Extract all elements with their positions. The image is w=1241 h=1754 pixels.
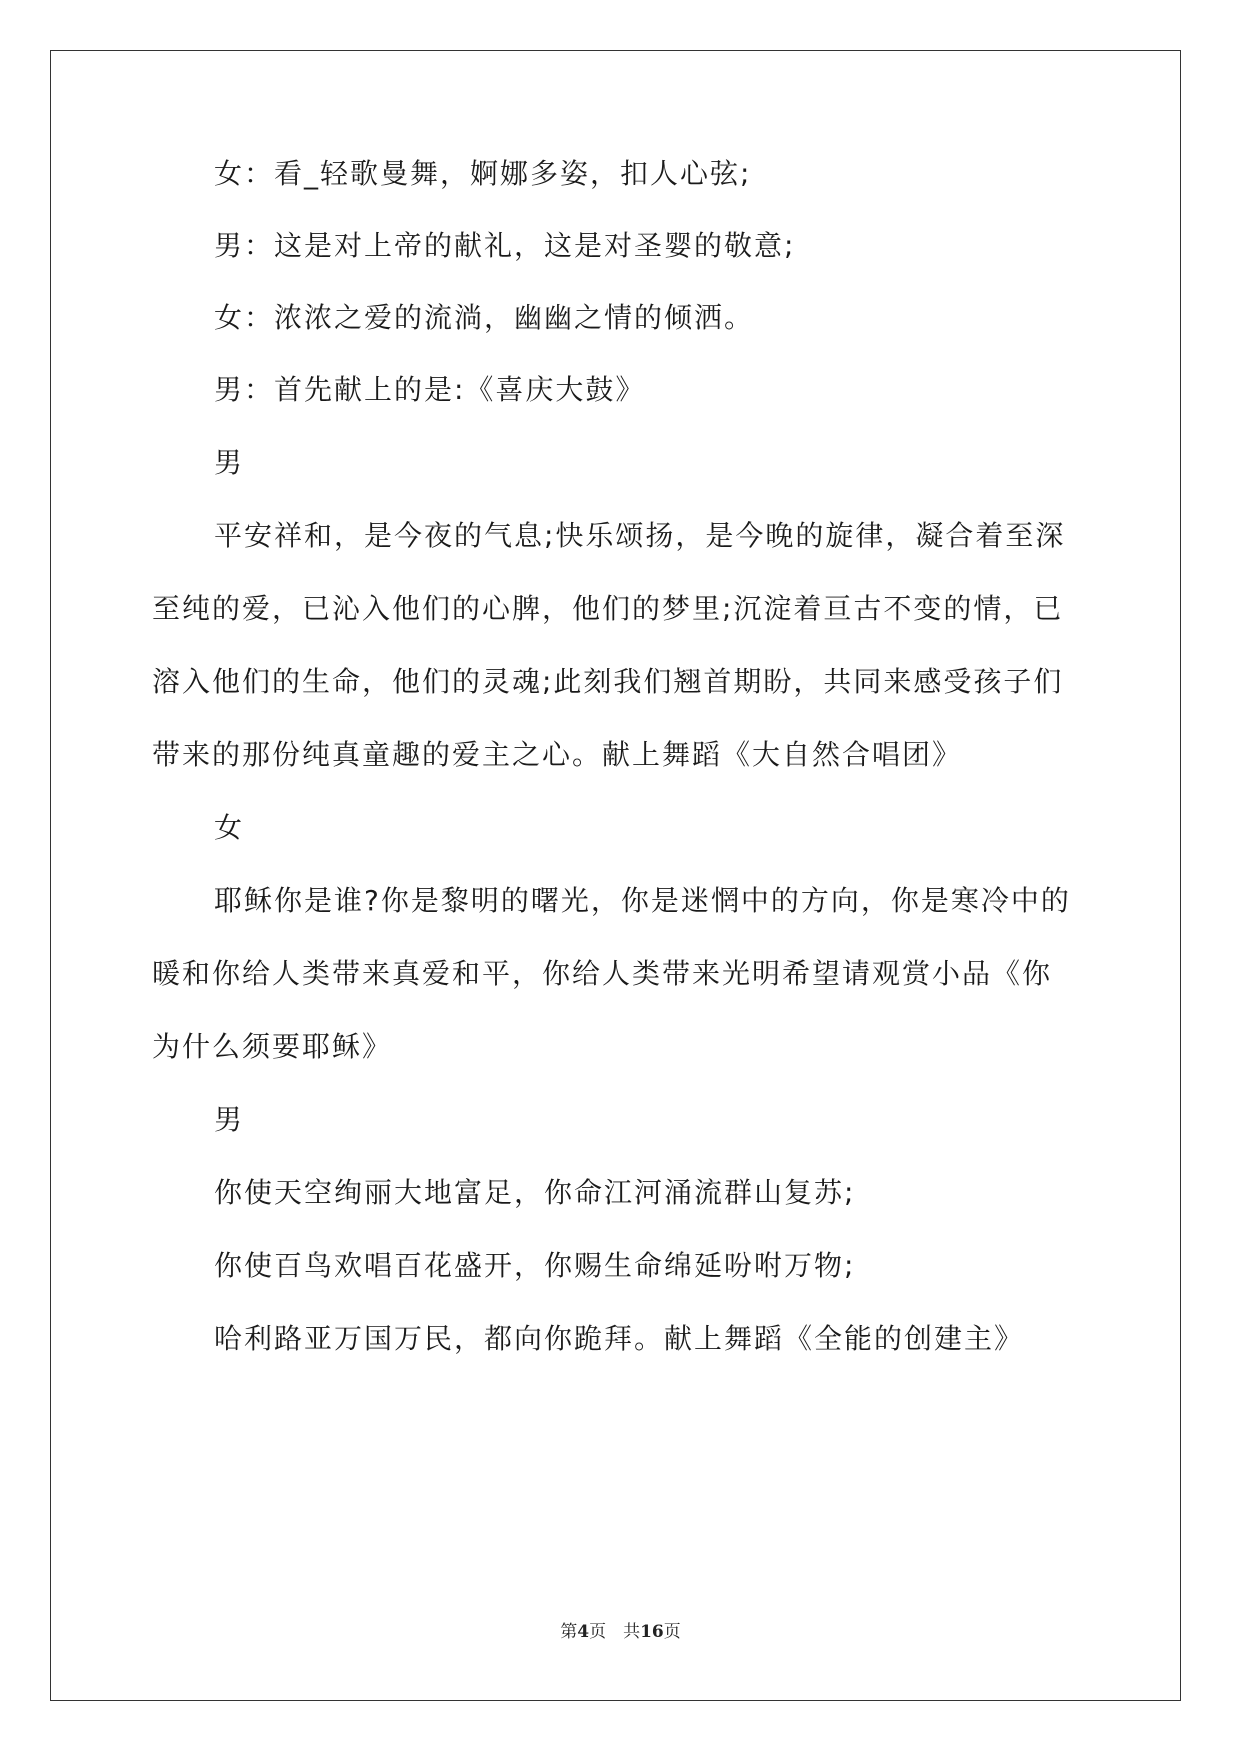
total-pages-number: 16 [640, 1622, 664, 1642]
page-border [50, 50, 1181, 1701]
paragraph-line: 溶入他们的生命，他们的灵魂;此刻我们翘首期盼，共同来感受孩子们 [152, 665, 1064, 698]
page-footer [0, 1617, 1241, 1642]
paragraph-line: 你使百鸟欢唱百花盛开，你赐生命绵延吩咐万物; [214, 1249, 856, 1282]
paragraph-line: 带来的那份纯真童趣的爱主之心。献上舞蹈《大自然合唱团》 [152, 738, 963, 771]
paragraph-line: 哈利路亚万国万民，都向你跪拜。献上舞蹈《全能的创建主》 [214, 1322, 1025, 1355]
footer-middle: 页 共 [589, 1622, 641, 1642]
speaker-label-male: 男 [214, 1103, 245, 1136]
paragraph-line: 你使天空绚丽大地富足，你命江河涌流群山复苏; [214, 1176, 856, 1209]
dialogue-line-female: 女：看_轻歌曼舞，婀娜多姿，扣人心弦; [214, 157, 752, 190]
dialogue-line-female: 女：浓浓之爱的流淌，幽幽之情的倾洒。 [214, 301, 755, 334]
paragraph-line: 为什么须要耶稣》 [152, 1030, 393, 1063]
footer-prefix: 第 [560, 1622, 578, 1642]
dialogue-line-male: 男：这是对上帝的献礼，这是对圣婴的敬意; [214, 229, 796, 262]
paragraph-line: 耶稣你是谁?你是黎明的曙光，你是迷惘中的方向，你是寒冷中的 [214, 884, 1071, 917]
footer-suffix: 页 [663, 1622, 681, 1642]
paragraph-line: 至纯的爱，已沁入他们的心脾，他们的梦里;沉淀着亘古不变的情，已 [152, 592, 1064, 625]
paragraph-line: 暖和你给人类带来真爱和平，你给人类带来光明希望请观赏小品《你 [152, 957, 1053, 990]
speaker-label-female: 女 [214, 811, 245, 844]
dialogue-line-male: 男：首先献上的是:《喜庆大鼓》 [214, 373, 646, 406]
speaker-label-male: 男 [214, 446, 245, 479]
paragraph-line: 平安祥和，是今夜的气息;快乐颂扬，是今晚的旋律，凝合着至深 [214, 519, 1066, 552]
current-page-number: 4 [577, 1622, 590, 1642]
